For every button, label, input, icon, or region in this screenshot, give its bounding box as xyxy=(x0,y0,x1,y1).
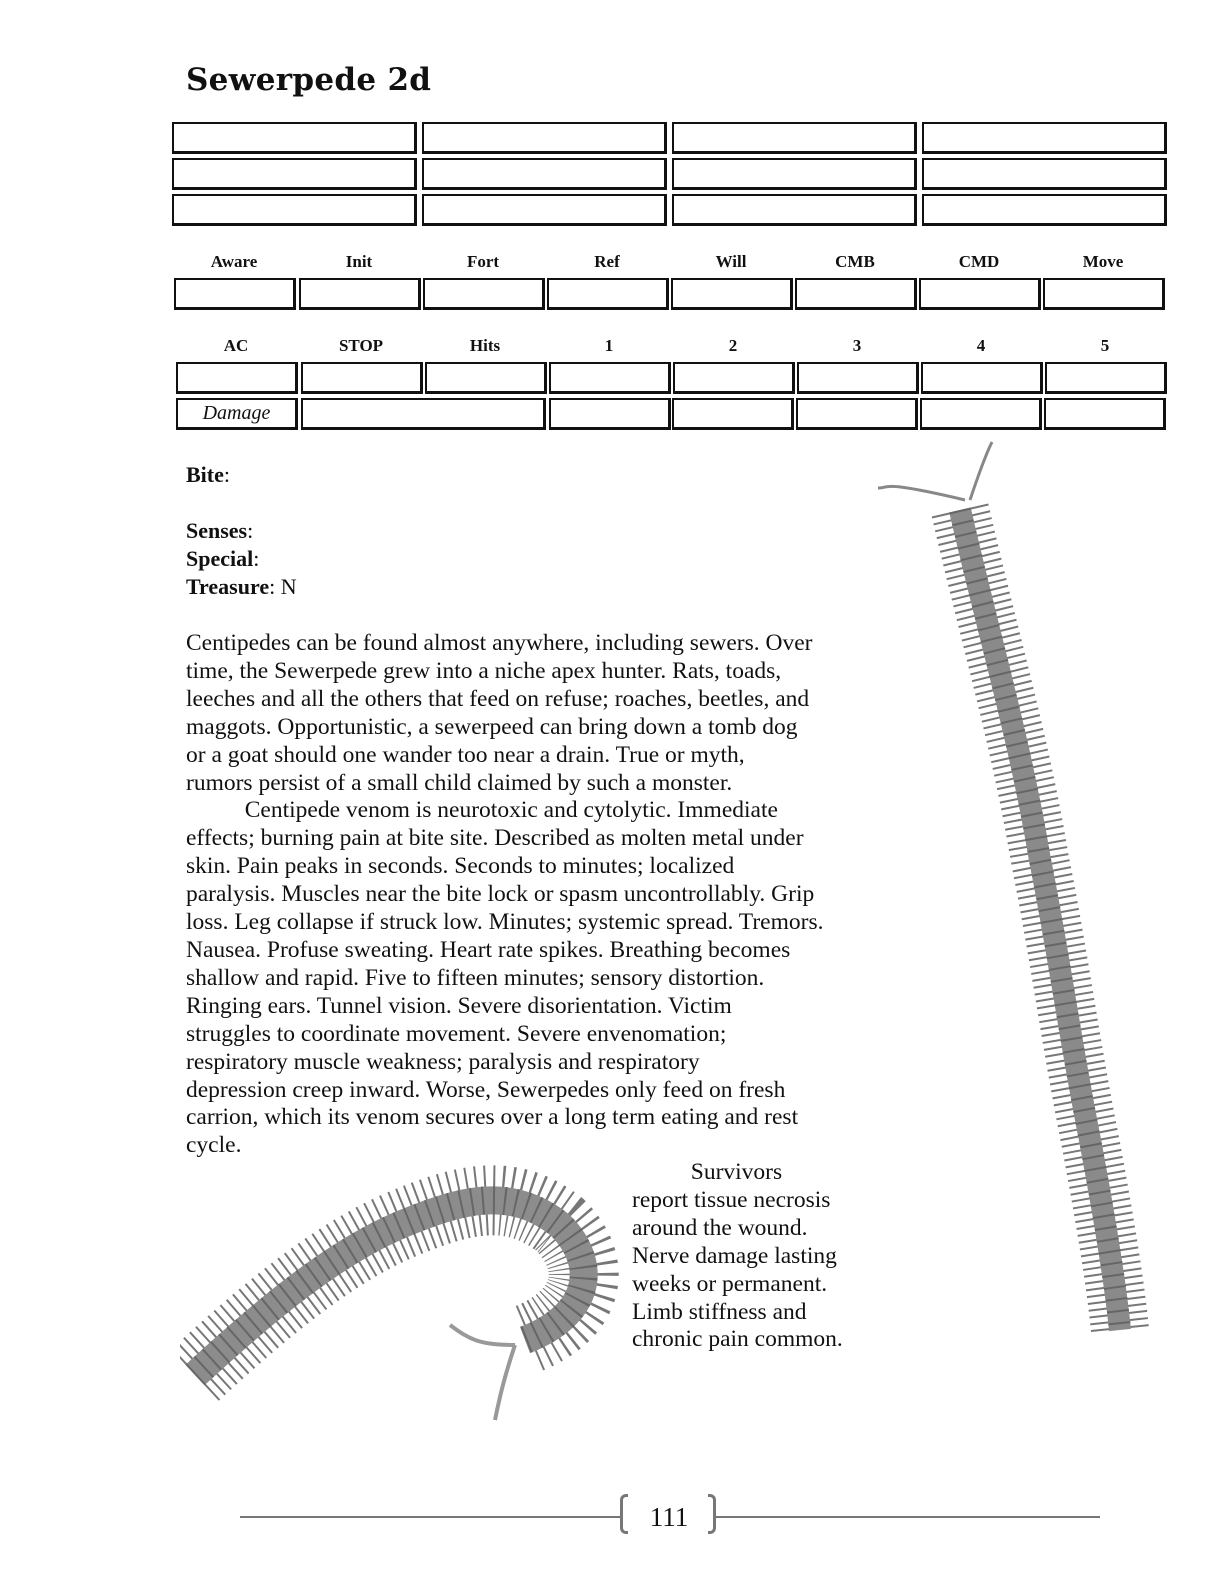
survivors-paragraph: Survivors report tissue necrosis around the wound. Nerve damage lasting weeks or permanent. Limb stiffness and chronic pain common. xyxy=(632,1159,843,1353)
defense-label: 4 xyxy=(976,336,986,355)
defense-label: 1 xyxy=(604,336,614,355)
header-field-box[interactable] xyxy=(422,122,667,154)
damage-field[interactable] xyxy=(301,398,546,430)
damage-box[interactable] xyxy=(796,398,918,430)
stat-label: Will xyxy=(715,252,747,271)
footer-rule-right xyxy=(716,1516,1100,1518)
header-field-box[interactable] xyxy=(922,194,1167,226)
stat-box-cmd[interactable] xyxy=(919,278,1041,310)
stat-box-aware[interactable] xyxy=(174,278,296,310)
stat-label: CMD xyxy=(958,252,1000,271)
defense-label: 2 xyxy=(728,336,738,355)
header-field-box[interactable] xyxy=(672,122,917,154)
defense-box-1[interactable] xyxy=(549,362,671,394)
header-field-box[interactable] xyxy=(922,158,1167,190)
description-paragraph: Centipedes can be found almost anywhere, including sewers. Over time, the Sewerpede grew into a niche apex hunter. Rats, toads, leeches and all the others that feed on refuse; roaches, beetles, and maggots. Opportunistic, a sewerpeed can bring down a tomb dog or a goat should one wander too near a drain. True or myth, rumors persist of a small child claimed by such a monster. Centipede venom is neurotoxic and cytolytic. Immediate effects; burning pain at bite site. Described as molten metal under skin. Pain peaks in seconds. Seconds to minutes; localized paralysis. Muscles near the bite lock or spasm uncontrollably. Grip loss. Leg collapse if struck low. Minutes; systemic spread. Tremors. Nausea. Profuse sweating. Heart rate spikes. Breathing becomes shallow and rapid. Five to fifteen minutes; sensory distortion. Ringing ears. Tunnel vision. Severe disorientation. Victim struggles to coordinate movement. Severe envenomation; respiratory muscle weakness; paralysis and respiratory depression creep inward. Worse, Sewerpedes only feed on fresh carrion, which its venom secures over a long term eating and rest cycle. xyxy=(186,630,824,1159)
header-field-box[interactable] xyxy=(172,194,417,226)
damage-box[interactable] xyxy=(1044,398,1166,430)
senses-line: Senses: xyxy=(186,518,254,543)
defense-label: STOP xyxy=(338,336,384,355)
treasure-line: Treasure: N xyxy=(186,574,297,599)
header-field-box[interactable] xyxy=(422,158,667,190)
page-title: Sewerpede 2d xyxy=(186,62,432,98)
stat-box-move[interactable] xyxy=(1043,278,1165,310)
stat-label: CMB xyxy=(835,252,875,271)
header-field-box[interactable] xyxy=(172,122,417,154)
defense-box-4[interactable] xyxy=(921,362,1043,394)
centipede-illustration-vertical xyxy=(870,440,1170,1350)
stat-box-init[interactable] xyxy=(299,278,421,310)
stat-label: Fort xyxy=(466,252,500,271)
defense-box-2[interactable] xyxy=(673,362,795,394)
defense-box-5[interactable] xyxy=(1045,362,1167,394)
defense-box-stop[interactable] xyxy=(301,362,423,394)
stat-label: Ref xyxy=(594,252,620,271)
special-line: Special: xyxy=(186,546,260,571)
footer-rule-left xyxy=(240,1516,620,1518)
damage-label-box xyxy=(176,398,298,430)
defense-box-3[interactable] xyxy=(797,362,919,394)
stat-label: Aware xyxy=(210,252,258,271)
damage-box[interactable] xyxy=(920,398,1042,430)
damage-box[interactable] xyxy=(549,398,671,430)
defense-label: 3 xyxy=(852,336,862,355)
stat-label: Init xyxy=(345,252,373,271)
header-field-box[interactable] xyxy=(172,158,417,190)
defense-label: AC xyxy=(223,336,249,355)
header-field-box[interactable] xyxy=(672,158,917,190)
defense-label: 5 xyxy=(1100,336,1110,355)
defense-label: Hits xyxy=(469,336,501,355)
damage-box[interactable] xyxy=(672,398,794,430)
page-number: 111 xyxy=(649,1502,689,1532)
damage-label: Damage xyxy=(202,402,271,424)
defense-box-ac[interactable] xyxy=(176,362,298,394)
stat-box-will[interactable] xyxy=(671,278,793,310)
stat-label: Move xyxy=(1082,252,1124,271)
header-field-box[interactable] xyxy=(422,194,667,226)
header-field-box[interactable] xyxy=(922,122,1167,154)
defense-box-hits[interactable] xyxy=(425,362,547,394)
stat-box-ref[interactable] xyxy=(547,278,669,310)
centipede-illustration-curled xyxy=(180,1165,620,1425)
header-field-box[interactable] xyxy=(672,194,917,226)
stat-box-cmb[interactable] xyxy=(795,278,917,310)
bite-line: Bite: xyxy=(186,462,231,487)
stat-box-fort[interactable] xyxy=(423,278,545,310)
